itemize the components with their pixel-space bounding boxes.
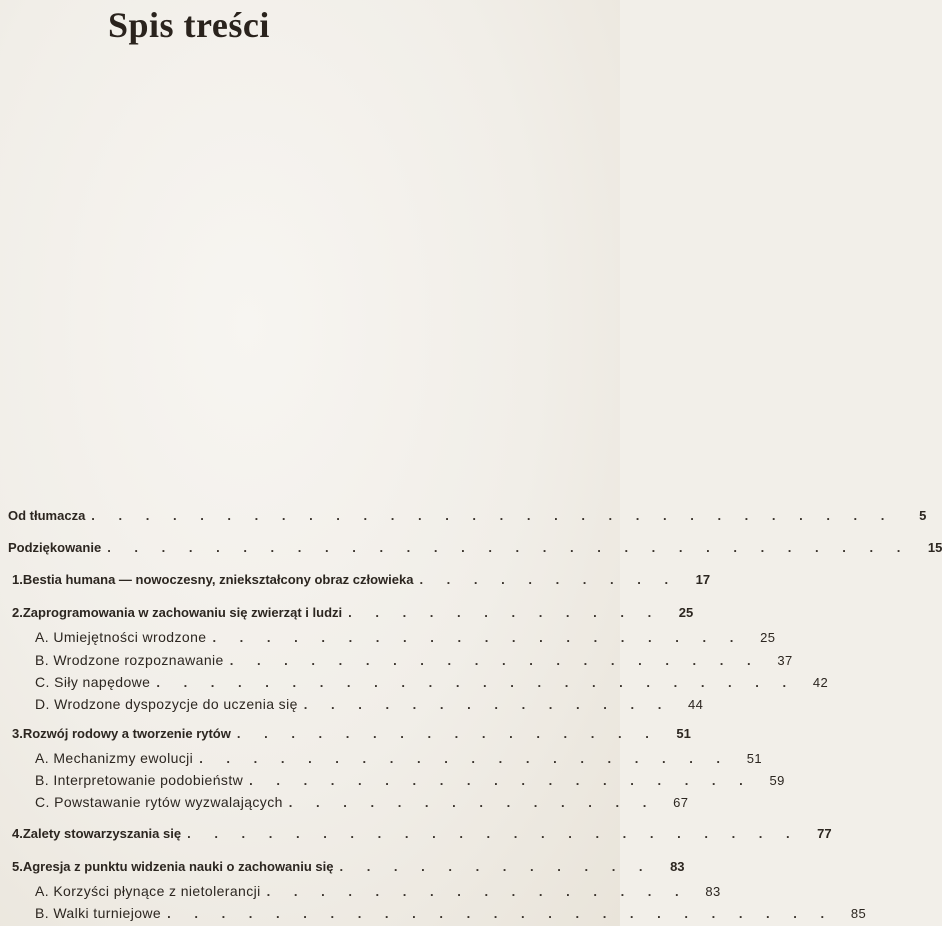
toc-section-2d (35, 694, 704, 714)
toc-page-number: 83 (670, 859, 685, 874)
dot-leader: . . . . . . . . . . . . (348, 605, 662, 620)
chapter-number: 5. (12, 859, 23, 874)
dot-leader: . . . . . . . . . . . . . . . . . . . . . . . (187, 826, 800, 841)
dot-leader: . . . . . . . . . . . . . . . . . . . (249, 773, 753, 788)
toc-section-5b (35, 903, 867, 923)
dot-leader: . . . . . . . . . . (419, 572, 679, 587)
dot-leader: . . . . . . . . . . . . . . . . . . . . (212, 630, 744, 645)
toc-entry-label: Od tłumacza (8, 508, 86, 523)
toc-entry-label: Rozwój rodowy a tworzenie rytów (22, 726, 231, 741)
toc-entry-label: A. Mechanizmy ewolucji (35, 750, 194, 766)
toc-chapter-2 (12, 603, 694, 623)
toc-entry-label: Zalety stowarzyszania się (22, 826, 182, 841)
toc-page-number: 17 (695, 572, 711, 587)
toc-section-5a (35, 881, 721, 901)
toc-page-number: 25 (760, 630, 776, 645)
dot-leader: . . . . . . . . . . . . . . . . . . . . . . . . (156, 675, 797, 690)
toc-section-3a (35, 748, 763, 768)
toc-entry-od-tlumacza (8, 506, 927, 526)
toc-page-number: 77 (817, 826, 832, 841)
toc-page-number: 51 (746, 751, 763, 766)
toc-page-number: 51 (676, 726, 691, 741)
toc-page-number: 15 (927, 540, 942, 555)
page-title: Spis treści (108, 5, 270, 45)
toc-section-2c (35, 672, 829, 692)
toc-section-2a (35, 627, 776, 647)
toc-page-number: 67 (673, 795, 689, 810)
dot-leader: . . . . . . . . . . . . . . . . . . . . (199, 751, 731, 766)
toc-entry-label: B. Interpretowanie podobieństw (35, 772, 244, 788)
toc-page-number: 42 (812, 675, 829, 690)
toc-chapter-5 (12, 857, 685, 877)
dot-leader: . . . . . . . . . . . . . . . . (236, 726, 659, 741)
dot-leader: . . . . . . . . . . . . . . . . . . . . . . . . . (167, 906, 835, 921)
chapter-number: 4. (12, 826, 23, 841)
toc-entry-label: A. Umiejętności wrodzone (35, 629, 207, 645)
toc-page-number: 85 (850, 906, 867, 921)
toc-section-2b (35, 650, 793, 670)
toc-entry-label: A. Korzyści płynące z nietolerancji (35, 883, 261, 899)
dot-leader: . . . . . . . . . . . . (339, 859, 653, 874)
toc-entry-label: C. Powstawanie rytów wyzwalających (35, 794, 283, 810)
toc-entry-label: C. Siły napędowe (35, 674, 151, 690)
toc-page-number: 37 (777, 653, 793, 668)
toc-entry-label: B. Wrodzone rozpoznawanie (35, 652, 224, 668)
dot-leader: . . . . . . . . . . . . . . . . . . . . (229, 653, 761, 668)
toc-chapter-3 (12, 724, 691, 744)
toc-entry-label: B. Walki turniejowe (35, 905, 162, 921)
toc-section-3c (35, 792, 689, 812)
toc-entry-label: Agresja z punktu widzenia nauki o zachowaniu się (22, 859, 334, 874)
chapter-number: 2. (12, 605, 23, 620)
toc-page-number: 5 (919, 508, 927, 523)
toc-page-number: 59 (769, 773, 785, 788)
dot-leader: . . . . . . . . . . . . . . . . . . . . . . . . . . . . . . (107, 540, 911, 555)
dot-leader: . . . . . . . . . . . . . . . . (266, 884, 689, 899)
toc-page-number: 25 (678, 605, 694, 620)
toc-page-number: 83 (705, 884, 721, 899)
toc-entry-label: Bestia humana — nowoczesny, zniekształcony obraz człowieka (22, 572, 414, 587)
toc-page-number: 44 (688, 697, 704, 712)
toc-chapter-4 (12, 824, 832, 844)
toc-section-3b (35, 770, 785, 790)
chapter-number: 1. (12, 572, 23, 587)
toc-entry-podziekowanie (8, 538, 942, 558)
toc-entry-label: Zaprogramowania w zachowaniu się zwierząt i ludzi (22, 605, 343, 620)
dot-leader: . . . . . . . . . . . . . . (288, 795, 657, 810)
toc-entry-label: Podziękowanie (8, 540, 102, 555)
toc-entry-label: D. Wrodzone dyspozycje do uczenia się (35, 696, 298, 712)
chapter-number: 3. (12, 726, 23, 741)
dot-leader: . . . . . . . . . . . . . . . . . . . . . . . . . . . . . . (91, 508, 895, 523)
dot-leader: . . . . . . . . . . . . . . (303, 697, 672, 712)
toc-chapter-1 (12, 570, 711, 590)
